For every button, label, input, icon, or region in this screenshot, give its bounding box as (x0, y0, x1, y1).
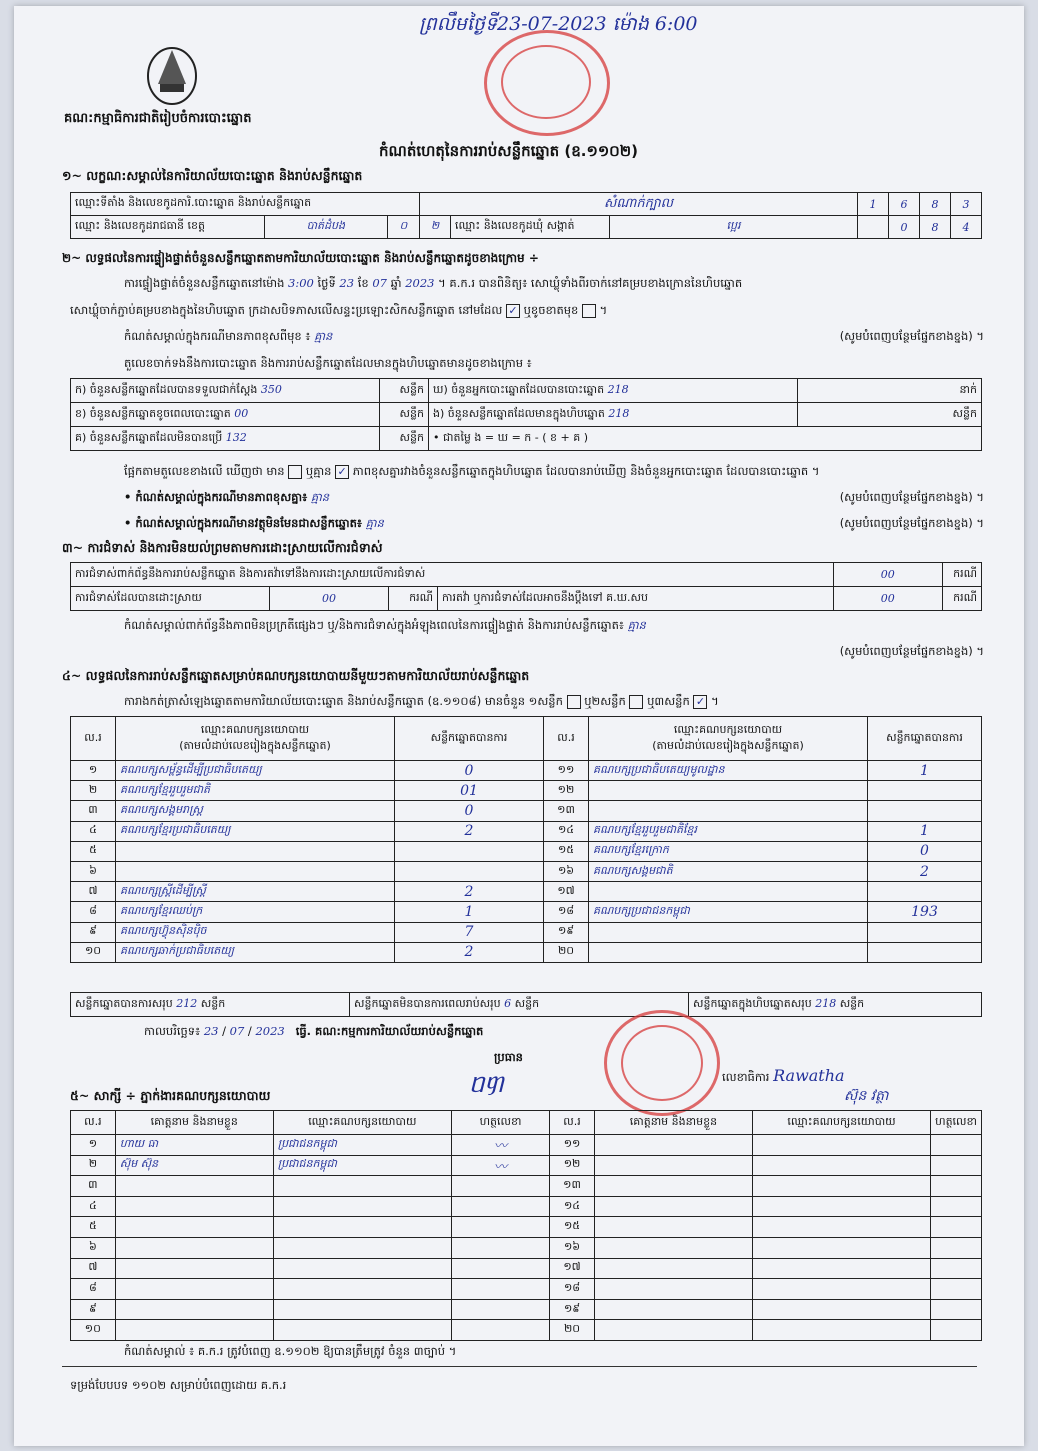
spoiled-ballots: 00 (234, 406, 249, 420)
province-code-digit: ២ (420, 216, 451, 239)
witness-party (273, 1258, 451, 1279)
party-votes (395, 841, 544, 861)
witness-signature (451, 1279, 549, 1300)
party-name (589, 922, 868, 942)
row-no: ១៥ (544, 841, 589, 861)
commune-code-digit: 4 (951, 216, 982, 239)
secretary-name: ស៊ុន វត្ថា (844, 1088, 889, 1104)
row-no: ១ (71, 1135, 116, 1156)
witness-party (752, 1237, 930, 1258)
sec2-figures-table: ក) ចំនួនសន្លឹកឆ្នោតដែលបានទទួលជាក់ស្តែង 350 សន្លឹក ឃ) ចំនួនអ្នកបោះឆ្នោតដែលបានបោះឆ្នោត 218 នាក់ ខ) ចំនួនសន្លឹកឆ្នោតខូចពេលបោះឆ្នោត 00 សន្លឹក ង) ចំនួនសន្លឹកឆ្នោតដែលមានក្នុងហិបឆ្នោត 218 សន្លឹក គ) ចំនួនសន្លឹកឆ្នោតដែលមិនបានប្រើ 132 សន្លឹក • ជាតម្លៃ ង = ឃ = ក - ( ខ + គ ) (70, 378, 982, 451)
sec2-bullet1: • កំណត់សម្គាល់ក្នុងករណីមានភាពខុសគ្នា៖ គ្មាន (សូមបំពេញបន្ថែមផ្នែកខាងខ្នង) ។ (124, 490, 984, 504)
row-no: ៨ (71, 1279, 116, 1300)
witness-name (115, 1237, 273, 1258)
row-no: ១១ (544, 761, 589, 781)
witness-party (273, 1299, 451, 1320)
ballots-in-box: 218 (608, 406, 630, 420)
party-votes: 2 (395, 821, 544, 841)
row-no: ៩ (71, 922, 116, 942)
witness-party (752, 1299, 930, 1320)
party-name (589, 781, 868, 801)
party-name: គណបក្សប្រជាជនកម្ពុជា (589, 902, 868, 922)
received-ballots: 350 (260, 382, 282, 396)
row-no: ១៨ (550, 1279, 595, 1300)
row-no: ១០ (71, 1320, 116, 1341)
sec3-table: ការជំទាស់ពាក់ព័ន្ធនឹងការរាប់សន្លឹកឆ្នោត និងការតវ៉ាទៅនឹងការដោះស្រាយលើការជំទាស់ 00 ករណី ការជំទាស់ដែលបានដោះស្រាយ 00 ករណី ការតវ៉ា ឬការជំទាស់ដែលអាចនឹងប្តឹងទៅ គ.ឃ.សប 00 ករណី (70, 562, 982, 611)
party-name (589, 801, 868, 821)
party-name: គណបក្សខ្មែររួបរួមជាតិ (116, 781, 395, 801)
location-value: សំណាក់ក្បាល (420, 193, 858, 216)
witness-party: ប្រជាជនកម្ពុជា (273, 1155, 451, 1176)
witness-row (71, 1196, 982, 1217)
row-no: ១៩ (544, 922, 589, 942)
witness-signature (931, 1176, 982, 1197)
unused-ballots: 132 (225, 430, 247, 444)
witness-name: ស៊ុម ស៊ុន (115, 1155, 273, 1176)
votes-row (71, 922, 982, 942)
row-no: ២០ (544, 942, 589, 962)
witness-signature (451, 1176, 549, 1197)
witness-signature (931, 1196, 982, 1217)
row-no: ៧ (71, 1258, 116, 1279)
intact-checkbox[interactable]: ✓ (506, 304, 520, 318)
witness-row (71, 1237, 982, 1258)
witness-party: ប្រជាជនកម្ពុជា (273, 1135, 451, 1156)
votes-row (71, 781, 982, 801)
sec2-bullet2: • កំណត់សម្គាល់ក្នុងករណីមានវត្ថុមិនមែនជាសន្លឹកឆ្នោត៖ គ្មាន (សូមបំពេញបន្ថែមផ្នែកខាងខ្នង) ។ (124, 516, 984, 530)
witness-party (752, 1258, 930, 1279)
witness-name (594, 1237, 752, 1258)
witness-party (273, 1176, 451, 1197)
three-sheet-checkbox[interactable]: ✓ (693, 695, 707, 709)
votes-row (71, 841, 982, 861)
party-name: គណបក្សឆាក់ប្រជាធិបតេយ្យ (116, 942, 395, 962)
form-title: កំណត់ហេតុនៃការរាប់សន្លឹកឆ្នោត (ឧ.១១០២) (379, 142, 639, 160)
total-valid: 212 (176, 996, 198, 1010)
witness-signature (931, 1217, 982, 1238)
row-no: ៨ (71, 902, 116, 922)
witness-name (594, 1196, 752, 1217)
row-no: ៤ (71, 821, 116, 841)
witness-signature (451, 1258, 549, 1279)
party-name: គណបក្សខ្មែរប្រជាធិបតេយ្យ (116, 821, 395, 841)
party-votes (868, 942, 982, 962)
top-handwriting: ព្រលឹមថ្ងៃទី23-07-2023 ម៉ោង 6:00 (419, 13, 698, 35)
sec2-line1: ការផ្ទៀងផ្ទាត់ចំនួនសន្លឹកឆ្នោតនៅម៉ោង 3:00 ថ្ងៃទី 23 ខែ 07 ឆ្នាំ 2023 ។ គ.ក.រ បានពិនិត្យ៖ សោឃ្លុំទាំងពីរចាក់នៅគម្របខាងក្រោននៃហិបឆ្នោត (124, 276, 743, 290)
row-no: ២០ (550, 1320, 595, 1341)
province-label: ឈ្មោះ និងលេខកូដរាជធានី ខេត្ត (71, 216, 265, 239)
witness-name (594, 1258, 752, 1279)
witness-party (752, 1176, 930, 1197)
party-votes: 0 (395, 801, 544, 821)
commune-label: ឈ្មោះ និងលេខកូដឃុំ សង្កាត់ (451, 216, 610, 239)
witness-signature (451, 1237, 549, 1258)
date-line: កាលបរិច្ឆេទ៖ 23 / 07 / 2023 ធ្វើ. គណ:កម្មការការិយាល័យរាប់សន្លឹកឆ្នោត (144, 1024, 484, 1038)
witness-signature (931, 1155, 982, 1176)
witness-row (71, 1299, 982, 1320)
row-no: ៧ (71, 882, 116, 902)
row-no: ៦ (71, 1237, 116, 1258)
committee-name: គណ:កម្មាធិការជាតិរៀបចំការបោះឆ្នោត (64, 111, 252, 126)
row-no: ១០ (71, 942, 116, 962)
row-no: ១៣ (544, 801, 589, 821)
party-votes (868, 882, 982, 902)
party-name: គណបក្សខ្មែរក្រោក (589, 841, 868, 861)
witness-party (273, 1279, 451, 1300)
witness-name (594, 1279, 752, 1300)
party-votes: 1 (395, 902, 544, 922)
votes-row (71, 861, 982, 881)
location-label: ឈ្មោះទីតាំង និងលេខកូដការិ.បោះឆ្នោត និងរាប់សន្លឹកឆ្នោត (71, 193, 420, 216)
row-no: ៤ (71, 1196, 116, 1217)
witness-signature (451, 1299, 549, 1320)
total-in-box: 218 (815, 996, 837, 1010)
party-votes: 0 (868, 841, 982, 861)
votes-row (71, 902, 982, 922)
form-page (14, 6, 1024, 1446)
row-no: ១៥ (550, 1217, 595, 1238)
party-votes: 193 (868, 902, 982, 922)
party-name (116, 841, 395, 861)
row-no: ៥ (71, 1217, 116, 1238)
emblem-icon (144, 36, 200, 108)
row-no: ៩ (71, 1299, 116, 1320)
totals-table: សន្លឹកឆ្នោតបានការសរុប 212 សន្លឹក សន្លឹកឆ្នោតមិនបានការពេលរាប់សរុប 6 សន្លឹក សន្លឹកឆ្នោតក្នុងហិបឆ្នោតសរុប 218 សន្លឹក (70, 992, 982, 1017)
votes-table: ល.រ ឈ្មោះគណបក្សនយោបាយ (តាមលំដាប់លេខរៀងក្នុងសន្លឹកឆ្នោត) សន្លឹកឆ្នោតបានការ ល.រ ឈ្មោះគណបក្សនយោបាយ (តាមលំដាប់លេខរៀងក្នុងសន្លឹកឆ្នោត) សន្លឹកឆ្នោតបានការ ១ គណបក្សសម្ព័ន្ធដើម្បីប្រជាធិបតេយ្យ 0 ១១ គណបក្សប្រជាធិបតេយ្យមូលដ្ឋាន 1 ២ គណបក្សខ្មែររួបរួមជាតិ 01 ១២ ៣ គណបក្សសង្គមរាស្ត្រ 0 ១៣ ៤ គណបក្សខ្មែរប្រជាធិបតេយ្យ 2 ១៤ គណបក្សខ្មែររួបរួមជាតិខ្មែរ 1 ៥ ១៥ គណបក្សខ្មែរក្រោក 0 ៦ ១៦ គណបក្សសង្គមជាតិ 2 ៧ គណបក្សស្ត្រីដើម្បីស្ត្រី 2 ១៧ ៨ គណបក្សខ្មែរឈប់ក្រ 1 ១៨ គណបក្សប្រជាជនកម្ពុជា 193 ៩ គណបក្សហ៊្វុនស៊ិនប៉ិច 7 ១៩ ១០ គណបក្សឆាក់ប្រជាធិបតេយ្យ 2 ២០ (70, 716, 982, 963)
row-no: ១៣ (550, 1176, 595, 1197)
location-code-digit: 3 (951, 193, 982, 216)
witness-name (115, 1217, 273, 1238)
witness-row (71, 1155, 982, 1176)
witness-party (752, 1155, 930, 1176)
witness-party (752, 1196, 930, 1217)
sec2-line2: សោឃ្លុំចាក់ភ្ជាប់គម្របខាងក្នុងនៃហិបឆ្នោត ក្រដាសបិទភាសលើសន្ទះប្រឡោះសិកសន្លឹកឆ្នោត នៅមដែល ✓ ឬខូចខាតមុខ ។ (70, 303, 608, 317)
party-votes: 01 (395, 781, 544, 801)
party-name (589, 882, 868, 902)
party-name: គណបក្សស្ត្រីដើម្បីស្ត្រី (116, 882, 395, 902)
row-no: ១ (71, 761, 116, 781)
witness-name (115, 1299, 273, 1320)
top-stamp (484, 30, 610, 136)
witness-table: ល.រ គោត្តនាម និងនាមខ្លួន ឈ្មោះគណបក្សនយោបាយ ហត្ថលេខា ល.រ គោត្តនាម និងនាមខ្លួន ឈ្មោះគណបក្សនយោបាយ ហត្ថលេខា ១ ហាយ ធា ប្រជាជនកម្ពុជា 〰 ១១ ២ ស៊ុម ស៊ុន ប្រជាជនកម្ពុជា 〰 ១២ ៣ ១៣ ៤ ១៤ ៥ ១៥ ៦ ១៦ ៧ ១៧ ៨ ១៨ ៩ ១៩ ១០ ២០ (70, 1110, 982, 1341)
witness-row (71, 1217, 982, 1238)
party-votes (868, 922, 982, 942)
sec5-footnote: កំណត់សម្គាល់ ៖ គ.ក.រ ត្រូវបំពេញ ឧ.១១០២ ឱ្យបានត្រឹមត្រូវ ចំនួន ៣ច្បាប់ ។ (124, 1344, 457, 1358)
two-sheet-checkbox[interactable] (629, 695, 643, 709)
row-no: ៥ (71, 841, 116, 861)
party-name: គណបក្សសង្គមរាស្ត្រ (116, 801, 395, 821)
witness-row (71, 1176, 982, 1197)
witness-party (752, 1135, 930, 1156)
witness-signature (931, 1258, 982, 1279)
witness-name (115, 1176, 273, 1197)
sec2-line5: ផ្អែកតាមតួលេខខាងលើ ឃើញថា មាន ឬគ្មាន ✓ ភាពខុសគ្នារវាងចំនួនសន្លឹកឆ្នោតក្នុងហិបឆ្នោត ដែលបានរាប់ឃើញ និងចំនួនអ្នកបោះឆ្នោត ដែលបានបោះឆ្នោត ។ (124, 464, 820, 478)
sec1-heading: ១~ លក្ខណ:សម្គាល់នៃការិយាល័យបោះឆ្នោត និងរាប់សន្លឹកឆ្នោត (62, 168, 363, 183)
discrepancy-yes-checkbox[interactable] (288, 465, 302, 479)
party-name: គណបក្សសម្ព័ន្ធដើម្បីប្រជាធិបតេយ្យ (116, 761, 395, 781)
party-name (589, 942, 868, 962)
appealable-count: 00 (833, 587, 942, 611)
votes-row (71, 821, 982, 841)
witness-party (273, 1196, 451, 1217)
party-votes: 7 (395, 922, 544, 942)
row-no: ១៦ (544, 861, 589, 881)
row-no: ៣ (71, 1176, 116, 1197)
votes-row (71, 882, 982, 902)
witness-signature (451, 1196, 549, 1217)
discrepancy-no-checkbox[interactable]: ✓ (335, 465, 349, 479)
party-name: គណបក្សខ្មែរឈប់ក្រ (116, 902, 395, 922)
objections-count: 00 (833, 563, 942, 587)
row-no: ២ (71, 781, 116, 801)
witness-name (115, 1196, 273, 1217)
resolved-count: 00 (270, 587, 389, 611)
row-no: ១២ (544, 781, 589, 801)
row-no: ១៤ (544, 821, 589, 841)
witness-party (752, 1217, 930, 1238)
province-value: បាត់ដំបង (264, 216, 387, 239)
party-name (116, 861, 395, 881)
sec3-heading: ៣~ ការជំទាស់ និងការមិនយល់ព្រមតាមការដោះស្រាយលើការជំទាស់ (62, 540, 383, 555)
total-invalid: 6 (504, 996, 512, 1010)
witness-signature (931, 1299, 982, 1320)
witness-name (594, 1320, 752, 1341)
witness-row (71, 1279, 982, 1300)
secretary-label: លេខាធិការ Rawatha (722, 1066, 845, 1085)
formula: • ជាតម្លៃ ង = ឃ = ក - ( ខ + គ ) (429, 427, 982, 451)
witness-name (115, 1279, 273, 1300)
party-votes: 2 (868, 861, 982, 881)
party-name: គណបក្សប្រជាធិបតេយ្យមូលដ្ឋាន (589, 761, 868, 781)
witness-name (594, 1299, 752, 1320)
sec5-heading: ៥~ សាក្សី ÷ ភ្នាក់ងារគណបក្សនយោបាយ (70, 1088, 271, 1103)
witness-name: ហាយ ធា (115, 1135, 273, 1156)
committee-stamp (604, 1010, 720, 1116)
province-code-digit: ០ (387, 216, 419, 239)
row-no: ១៧ (544, 882, 589, 902)
witness-party (273, 1320, 451, 1341)
sec2-heading: ២~ លទ្ធផលនៃការផ្ទៀងផ្ទាត់ចំនួនសន្លឹកឆ្នោតតាមការិយាល័យបោះឆ្នោត និងរាប់សន្លឹកឆ្នោតដូចខាងក្រោម ÷ (62, 251, 539, 265)
row-no: ១២ (550, 1155, 595, 1176)
party-votes (868, 801, 982, 821)
witness-party (752, 1320, 930, 1341)
witness-party (273, 1217, 451, 1238)
location-code-digit: 6 (889, 193, 920, 216)
damaged-checkbox[interactable] (582, 304, 596, 318)
row-no: ១១ (550, 1135, 595, 1156)
row-no: ៣ (71, 801, 116, 821)
witness-signature (451, 1320, 549, 1341)
witness-signature (451, 1217, 549, 1238)
sec1-table (70, 192, 982, 239)
row-no: ១៦ (550, 1237, 595, 1258)
witness-name (115, 1258, 273, 1279)
sec3-fill-note: (សូមបំពេញបន្ថែមផ្នែកខាងខ្នង) ។ (839, 644, 984, 658)
witness-signature: 〰 (451, 1135, 549, 1156)
votes-row (71, 761, 982, 781)
witness-signature: 〰 (451, 1155, 549, 1176)
party-votes: 0 (395, 761, 544, 781)
witness-row (71, 1258, 982, 1279)
commune-value: ប្អេរ (610, 216, 858, 239)
voters-voted: 218 (607, 382, 629, 396)
chair-signature: ᥝᥞ (469, 1066, 504, 1099)
party-votes (868, 781, 982, 801)
sec3-note: កំណត់សម្គាល់ពាក់ព័ន្ធនឹងភាពមិនប្រក្រតីផ្សេងៗ ឬ/និងការជំទាស់ក្នុងអំឡុងពេលនៃការផ្ទៀងផ្ទាត់ និងការរាប់សន្លឹកឆ្នោត៖ គ្មាន (124, 618, 646, 632)
chair-label: ប្រធាន (494, 1050, 523, 1064)
party-name: គណបក្សសង្គមជាតិ (589, 861, 868, 881)
witness-signature (931, 1320, 982, 1341)
sec4-heading: ៤~ លទ្ធផលនៃការរាប់សន្លឹកឆ្នោតសម្រាប់គណបក្សនយោបាយនីមួយៗតាមការិយាល័យរាប់សន្លឹកឆ្នោត (62, 668, 530, 683)
witness-signature (931, 1237, 982, 1258)
party-votes: 2 (395, 942, 544, 962)
form-footer: ទម្រង់បែបបទ ១១០២ សម្រាប់បំពេញដោយ គ.ក.រ (70, 1378, 287, 1392)
witness-party (273, 1237, 451, 1258)
witness-name (594, 1135, 752, 1156)
row-no: ៦ (71, 861, 116, 881)
party-votes (395, 861, 544, 881)
votes-row (71, 942, 982, 962)
sec4-sub: ការាងកត់ត្រាសំឡេងឆ្នោតតាមការិយាល័យបោះឆ្នោត និងរាប់សន្លឹកឆ្នោត (ឧ.១១០៨) មានចំនួន ១សន្លឹក ឬ២សន្លឹក ឬ៣សន្លឹក ✓ ។ (124, 694, 719, 708)
party-votes: 2 (395, 882, 544, 902)
witness-name (115, 1320, 273, 1341)
location-code-digit: 8 (920, 193, 951, 216)
row-no: ១៧ (550, 1258, 595, 1279)
row-no: ២ (71, 1155, 116, 1176)
party-votes: 1 (868, 761, 982, 781)
commune-code-digit: 0 (889, 216, 920, 239)
witness-name (594, 1155, 752, 1176)
commune-code-digit: 8 (920, 216, 951, 239)
votes-row (71, 801, 982, 821)
witness-signature (931, 1279, 982, 1300)
witness-name (594, 1217, 752, 1238)
witness-party (752, 1279, 930, 1300)
witness-signature (931, 1135, 982, 1156)
row-no: ១៤ (550, 1196, 595, 1217)
party-votes: 1 (868, 821, 982, 841)
sec2-line4: តួលេខចាក់ទងនឹងការបោះឆ្នោត និងការរាប់សន្លឹកឆ្នោតដែលមានក្នុងហិបឆ្នោតមានដូចខាងក្រោម ៖ (124, 356, 532, 370)
one-sheet-checkbox[interactable] (567, 695, 581, 709)
party-name: គណបក្សហ៊្វុនស៊ិនប៉ិច (116, 922, 395, 942)
row-no: ១៩ (550, 1299, 595, 1320)
witness-row (71, 1135, 982, 1156)
witness-name (594, 1176, 752, 1197)
location-code-digit: 1 (858, 193, 889, 216)
party-name: គណបក្សខ្មែររួបរួមជាតិខ្មែរ (589, 821, 868, 841)
row-no: ១៨ (544, 902, 589, 922)
sec2-line3: កំណត់សម្គាល់ក្នុងករណីមានភាពខុសពីមុខ ៖ គ្មាន (សូមបំពេញបន្ថែមផ្នែកខាងខ្នង) ។ (124, 329, 984, 343)
witness-row (71, 1320, 982, 1341)
